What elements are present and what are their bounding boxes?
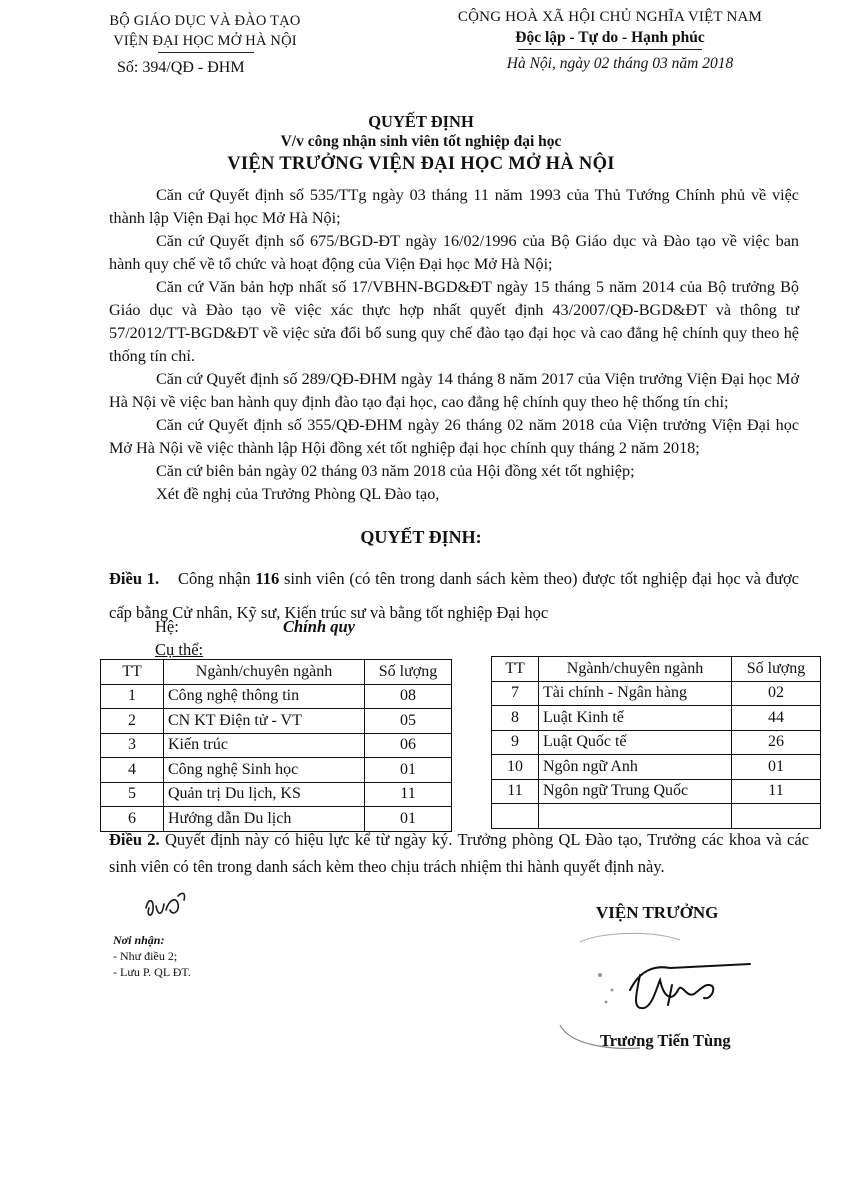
system-label: Hệ: bbox=[155, 617, 179, 636]
table-header-row bbox=[492, 657, 821, 682]
preamble-item: Căn cứ biên bản ngày 02 tháng 03 năm 2018 của Hội đồng xét tốt nghiệp; bbox=[156, 462, 635, 480]
row-tt: 7 bbox=[492, 681, 539, 706]
row-major: Công nghệ thông tin bbox=[164, 684, 365, 709]
row-qty: 05 bbox=[365, 709, 452, 734]
article-1-label: Điều 1. bbox=[109, 569, 160, 588]
recipients-label: Nơi nhận: bbox=[113, 933, 165, 947]
signer-title: VIỆN TRƯỞNG bbox=[596, 903, 719, 922]
decision-heading: QUYẾT ĐỊNH: bbox=[360, 527, 482, 547]
row-tt: 1 bbox=[101, 684, 164, 709]
article-2-label: Điều 2. bbox=[109, 830, 160, 849]
row-major: Luật Quốc tế bbox=[539, 730, 732, 755]
document-type: QUYẾT ĐỊNH bbox=[368, 112, 474, 131]
row-tt: 2 bbox=[101, 709, 164, 734]
row-major: Ngôn ngữ Anh bbox=[539, 755, 732, 780]
article-2-text: Quyết định này có hiệu lực kể từ ngày ký. Trưởng phòng QL Đào tạo, Trưởng các khoa và các sinh viên có tên trong danh sách kèm theo chịu trách nhiệm thi hành quyết định này. bbox=[109, 830, 809, 876]
preamble-item: Căn cứ Quyết định số 535/TTg ngày 03 tháng 11 năm 1993 của Thủ Tướng Chính phủ về việc thành lập Viện Đại học Mở Hà Nội; bbox=[109, 186, 799, 227]
col-major: Ngành/chuyên ngành bbox=[539, 657, 732, 682]
majors-table-right bbox=[491, 656, 821, 829]
row-tt: 5 bbox=[101, 782, 164, 807]
row-major: Luật Kinh tế bbox=[539, 706, 732, 731]
row-major: Công nghệ Sinh học bbox=[164, 758, 365, 783]
row-major: CN KT Điện tử - VT bbox=[164, 709, 365, 734]
col-tt: TT bbox=[492, 657, 539, 682]
article-1-text-after: sinh viên (có tên trong danh sách kèm theo) được tốt nghiệp đại học và được cấp bằng Cử nhân, Kỹ sư, Kiến trúc sư và bằng tốt nghiệp Đại học bbox=[109, 569, 799, 622]
recipient-item: - Như điều 2; bbox=[113, 949, 178, 963]
system-value: Chính quy bbox=[283, 617, 355, 636]
col-qty: Số lượng bbox=[732, 657, 821, 682]
row-qty: 11 bbox=[365, 782, 452, 807]
issuing-authority: VIỆN TRƯỞNG VIỆN ĐẠI HỌC MỞ HÀ NỘI bbox=[227, 154, 615, 174]
table-row bbox=[492, 755, 821, 780]
row-major: Quản trị Du lịch, KS bbox=[164, 782, 365, 807]
row-qty: 08 bbox=[365, 684, 452, 709]
preamble-item: Căn cứ Quyết định số 675/BGD-ĐT ngày 16/02/1996 của Bộ Giáo dục và Đào tạo về việc ban hành quy chế về tổ chức và hoạt động của Viện Đại học Mở Hà Nội; bbox=[109, 232, 799, 273]
header-divider-right bbox=[518, 49, 702, 50]
row-tt: 11 bbox=[492, 779, 539, 804]
row-qty: 01 bbox=[732, 755, 821, 780]
row-tt: 8 bbox=[492, 706, 539, 731]
table-header-row bbox=[101, 660, 452, 685]
table-row bbox=[492, 681, 821, 706]
row-qty: 02 bbox=[732, 681, 821, 706]
document-number: Số: 394/QĐ - ĐHM bbox=[117, 59, 245, 76]
row-tt: 6 bbox=[101, 807, 164, 832]
row-major: Tài chính - Ngân hàng bbox=[539, 681, 732, 706]
majors-table-left bbox=[100, 659, 452, 832]
table-row bbox=[492, 730, 821, 755]
table-row bbox=[101, 758, 452, 783]
row-tt: 10 bbox=[492, 755, 539, 780]
document-subject: V/v công nhận sinh viên tốt nghiệp đại học bbox=[280, 133, 562, 150]
national-title: CỘNG HOÀ XÃ HỘI CHỦ NGHĨA VIỆT NAM bbox=[457, 9, 763, 25]
col-qty: Số lượng bbox=[365, 660, 452, 685]
preamble-item: Căn cứ Quyết định số 355/QĐ-ĐHM ngày 26 tháng 02 năm 2018 của Viện trưởng Viện Đại học Mở Hà Nội về việc thành lập Hội đồng xét tốt nghiệp đại học chính quy tháng 2 năm 2018; bbox=[109, 416, 799, 457]
document-date: Hà Nội, ngày 02 tháng 03 năm 2018 bbox=[506, 55, 734, 72]
recipient-item: - Lưu P. QL ĐT. bbox=[113, 965, 191, 979]
row-qty: 44 bbox=[732, 706, 821, 731]
handwritten-signature bbox=[560, 950, 760, 1040]
preamble bbox=[109, 184, 799, 506]
table-row bbox=[101, 709, 452, 734]
row-tt bbox=[492, 804, 539, 829]
row-major: Hướng dẫn Du lịch bbox=[164, 807, 365, 832]
detail-label: Cụ thể: bbox=[155, 640, 204, 659]
row-qty: 26 bbox=[732, 730, 821, 755]
row-qty bbox=[732, 804, 821, 829]
handwritten-initials bbox=[142, 886, 192, 924]
row-major: Kiến trúc bbox=[164, 733, 365, 758]
row-qty: 11 bbox=[732, 779, 821, 804]
table-row bbox=[492, 779, 821, 804]
graduate-count: 116 bbox=[255, 569, 280, 588]
row-tt: 3 bbox=[101, 733, 164, 758]
table-row bbox=[101, 733, 452, 758]
header-divider-left bbox=[158, 52, 254, 53]
preamble-item: Căn cứ Văn bản hợp nhất số 17/VBHN-BGD&ĐT ngày 15 tháng 5 năm 2014 của Bộ trưởng Bộ Giáo dục và Đào tạo về việc xác thực hợp nhất quyết định 43/2007/QĐ-BGD&ĐT và thông tư 57/2012/TT-BGD&ĐT về việc sửa đổi bổ sung quy chế đào tạo đại học và cao đẳng hệ chính quy theo hệ thống tín chỉ. bbox=[109, 278, 799, 365]
article-1-text-before: Công nhận bbox=[178, 569, 251, 588]
row-tt: 4 bbox=[101, 758, 164, 783]
row-major bbox=[539, 804, 732, 829]
national-motto: Độc lập - Tự do - Hạnh phúc bbox=[515, 29, 705, 46]
table-row bbox=[101, 684, 452, 709]
signer-name: Trương Tiến Tùng bbox=[600, 1031, 731, 1050]
table-row bbox=[492, 706, 821, 731]
table-row bbox=[492, 804, 821, 829]
row-qty: 01 bbox=[365, 758, 452, 783]
row-qty: 01 bbox=[365, 807, 452, 832]
col-major: Ngành/chuyên ngành bbox=[164, 660, 365, 685]
preamble-item: Căn cứ Quyết định số 289/QĐ-ĐHM ngày 14 tháng 8 năm 2017 của Viện trưởng Viện Đại học Mở Hà Nội về việc ban hành quy định đào tạo đại học, cao đẳng hệ chính quy theo hệ thống tín chỉ; bbox=[109, 370, 799, 411]
col-tt: TT bbox=[101, 660, 164, 685]
row-tt: 9 bbox=[492, 730, 539, 755]
institute-name: VIỆN ĐẠI HỌC MỞ HÀ NỘI bbox=[113, 33, 297, 49]
table-row bbox=[101, 782, 452, 807]
ministry-name: BỘ GIÁO DỤC VÀ ĐÀO TẠO bbox=[109, 13, 301, 29]
row-qty: 06 bbox=[365, 733, 452, 758]
row-major: Ngôn ngữ Trung Quốc bbox=[539, 779, 732, 804]
article-1 bbox=[109, 562, 799, 630]
article-2 bbox=[109, 826, 809, 880]
preamble-item: Xét đề nghị của Trưởng Phòng QL Đào tạo, bbox=[156, 485, 440, 503]
